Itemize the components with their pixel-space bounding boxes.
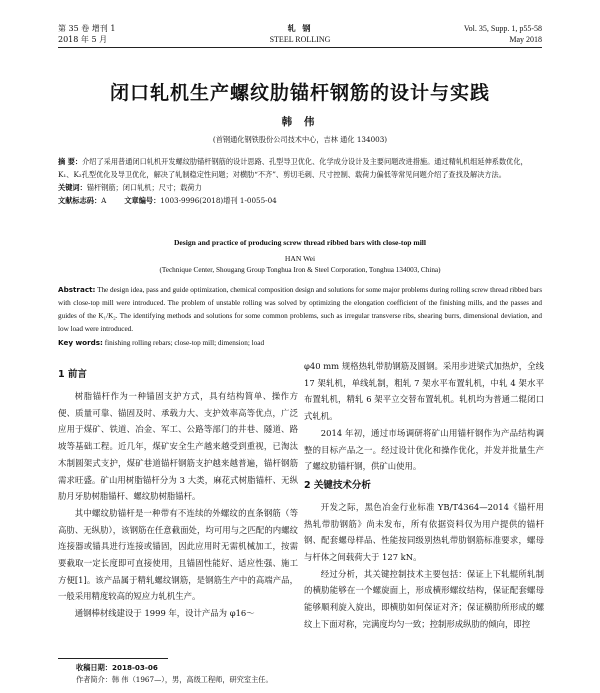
footnote-author-bio: 作者简介：韩 伟（1967—），男，高级工程师，研究室主任。 xyxy=(76,675,273,684)
cn-keywords-label: 关键词： xyxy=(58,183,87,192)
header-rule xyxy=(58,47,542,48)
footnote-rule xyxy=(58,658,168,659)
en-author: HAN Wei xyxy=(284,254,316,263)
header-date-en: May 2018 xyxy=(509,35,542,44)
header-volume-en: Vol. 35, Supp. 1, p55-58 xyxy=(463,24,542,33)
footnote-received: 收稿日期：2018-03-06 xyxy=(76,663,158,672)
header-journal-cn: 轧 钢 xyxy=(287,23,313,33)
en-title: Design and practice of producing screw thread ribbed bars with close-top mill xyxy=(173,238,427,247)
en-abstract xyxy=(58,283,542,350)
en-keywords-label: Key words: xyxy=(58,338,103,347)
paper-title: 闭口轧机生产螺纹肋锚杆钢筋的设计与实践 xyxy=(109,82,490,104)
section-heading-key-tech: 2 关键技术分析 xyxy=(304,479,371,491)
en-keywords: finishing rolling rebars; close-top mill; dimension; load xyxy=(104,339,265,347)
body-paragraph: 开发之际，黑色冶金行业标准 YB/T4364—2014《锚杆用热轧带肋钢筋》尚未发布，所有依据资料仅为用户提供的锚杆钢、配套螺母样品、性能按同级别热轧带肋钢筋标准要求，螺母与杆体之间载荷大于 127 kN。 xyxy=(304,501,544,563)
body-paragraph: 通钢棒材线建设于 1999 年，设计产品为 φ16～ xyxy=(74,608,255,619)
body-paragraph: 其中螺纹肋锚杆是一种带有不连续的外螺纹的直条钢筋（等高肋、无纵肋），该钢筋在任意截面处，均可用与之匹配的内螺纹连接器或锚具进行连接或锚固，因此应用时无需机械加工，按需要截取一定长度即可直接使用，且锚固性能好、适应性强、施工方便[1]。该产品属于精轧螺纹钢筋，是钢筋生产中的高端产品，一般采用精度较高的短应力轧机生产。 xyxy=(58,507,298,602)
cn-abstract-text: 介绍了采用普通闭口轧机开发螺纹肋锚杆钢筋的设计思路、孔型导卫优化、化学成分设计及主要问题改进措施。通过精轧机组延伸系数优化，K₁、K₂孔型优化及导卫优化，解决了轧制稳定性问题；对横肋“不齐”、剪切毛刺、尺寸控制、载荷力偏低等常见问题介绍了查找及解决方法。 xyxy=(58,157,528,179)
cn-abstract xyxy=(58,155,542,207)
body-column-left xyxy=(58,364,298,622)
body-paragraph: 经过分析，其关键控制技术主要包括：保证上下轧辊所轧制的横肋能够在一个螺旋面上，形成横形螺纹结构，保证配套螺母能够顺利旋入旋出，即横肋如何保证对齐；保证横肋所形成的螺纹上下面对称，完满度均匀一致；控制形成纵肋的倾向，即控 xyxy=(304,568,544,629)
section-heading-intro: 1 前言 xyxy=(58,369,87,380)
cn-keywords: 锚杆钢筋；闭口轧机；尺寸；载荷力 xyxy=(86,183,202,192)
body-paragraph: 2014 年初，通过市场调研将矿山用锚杆钢作为产品结构调整的目标产品之一。经过设计优化和操作优化，并发并批量生产了螺纹肋锚杆钢，供矿山使用。 xyxy=(304,427,544,472)
paper-author: 韩 伟 xyxy=(281,116,319,128)
paper-affiliation: (首钢通化钢铁股份公司技术中心，吉林 通化 134003) xyxy=(212,135,388,144)
header-date: 2018 年 5 月 xyxy=(58,35,108,44)
header-volume: 第 35 卷 增刊 1 xyxy=(58,24,116,33)
header-journal-en: STEEL ROLLING xyxy=(269,35,331,44)
body-paragraph: 树脂锚杆作为一种锚固支护方式，具有结构简单、操作方便、质量可靠、锚固及时、承载力大、支护效率高等优点，广泛应用于煤矿、铁道、冶金、军工、公路等部门的井巷、隧道、路坡等基础工程。近几年，煤矿安全生产越来越受到重视，已淘汰木制圆架式支护，煤矿巷道锚杆钢筋支护越来越普遍，锚杆钢筋需求旺盛。矿山用树脂锚杆分为 3 大类，麻花式树脂锚杆、无纵肋月牙肋树脂锚杆、螺纹肋树脂锚杆。 xyxy=(58,391,298,502)
body-paragraph: φ40 mm 规格热轧带肋钢筋及圆钢。采用步进梁式加热炉，全线 17 架轧机，单线轧制，粗轧 7 架水平布置轧机，中轧 4 架水平布置轧机，精轧 6 架平立交替布置轧机。轧机均为普通二辊闭口式轧机。 xyxy=(304,361,544,422)
article-no: 1003-9996(2018)增刊 1-0055-04 xyxy=(160,196,277,205)
clc-label: 文献标志码： xyxy=(58,196,102,205)
clc-code: A xyxy=(101,196,107,205)
en-affiliation: (Technique Center, Shougang Group Tonghua Iron & Steel Corporation, Tonghua 134003, China) xyxy=(159,266,441,274)
en-abstract-text: The design idea, pass and guide optimization, chemical composition design and solutions for some major problems during rolling screw thread ribbed bars with close-top mill were introduced. The problem of unstable rolling was solved by optimizing the elongation coefficient of the finishing mills, and the passes and guides of the K₁/K₂. The identifying methods and solutions for some common problems, such as irregular transverse ribs, shearing burrs, dimensional deviation, and low load were introduced. xyxy=(58,286,542,333)
body-column-right xyxy=(304,358,544,633)
article-no-label: 文章编号： xyxy=(124,196,161,205)
en-abstract-label: Abstract: xyxy=(58,285,96,294)
cn-abstract-label: 摘 要： xyxy=(58,157,83,166)
